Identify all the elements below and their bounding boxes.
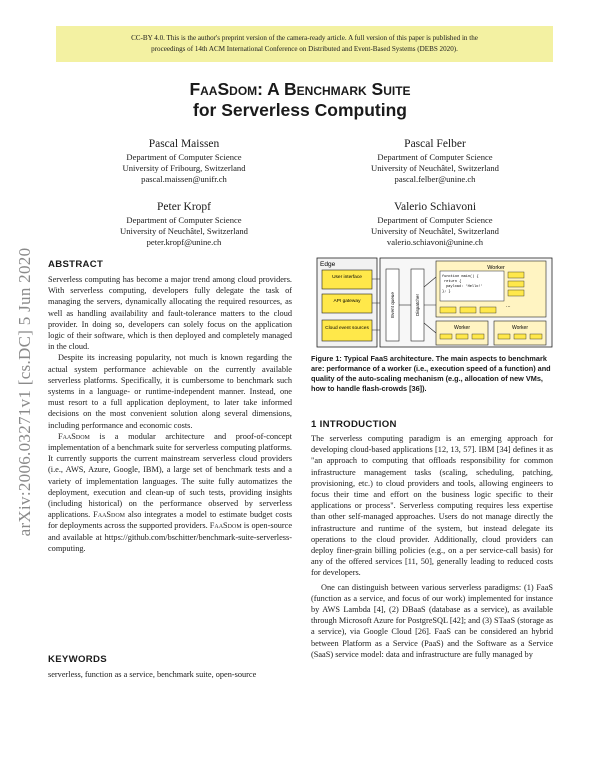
author-univ: University of Neuchâtel, Switzerland	[371, 226, 499, 237]
author-block-4	[315, 200, 555, 249]
author-dept: Department of Computer Science	[126, 215, 242, 225]
code-chip	[508, 272, 524, 278]
code-chip	[480, 307, 496, 313]
user-interface-label: User interface	[332, 275, 362, 280]
system-name: FaaSdom	[58, 431, 90, 441]
code-chip	[498, 334, 510, 339]
system-name: FaaSdom	[209, 521, 242, 531]
figure-caption: Figure 1: Typical FaaS architecture. The main aspects to benchmark are: performance of a worker (i.e., execution speed of a function) and quality of the auto-scaling mechanism (e.g., allocation of new VMs, how to handle flash-crowds [36]).	[311, 354, 551, 393]
abstract-paragraph-3: FaaSdom is a modular architecture and proof-of-concept implementation of a benchmark suite for serverless computing platforms. It currently supports the current mainstream serverless cloud providers (i.e., AWS, Azure, Google, IBM), a large set of benchmark tests and a variety of implementation languages. The suite fully automatizes the deployment, execution and clean-up of such tests, providing insights (including historical) on the performance observed by serverless applications. FaaSdom also integrates a model to estimate budget costs for deployments across the supported providers. FaaSdom is open-source and available at https://github.com/bschitter/benchmark-suite-serverless-computing.	[48, 431, 292, 553]
paper-title	[40, 79, 560, 121]
license-banner-line2: proceedings of 14th ACM International Conference on Distributed and Event-Based Systems (DEBS 2020).	[151, 45, 458, 53]
author-dept: Department of Computer Science	[377, 152, 493, 162]
arxiv-stamp: arXiv:2006.03271v1 [cs.DC] 5 Jun 2020	[15, 247, 34, 537]
worker-label: Worker	[511, 325, 529, 331]
author-univ: University of Neuchâtel, Switzerland	[371, 163, 499, 174]
event-queue-label: Event queue	[390, 292, 395, 318]
introduction-heading: 1 INTRODUCTION	[311, 419, 397, 430]
code-line: }; }	[442, 290, 451, 294]
system-name: FaaSdom	[93, 510, 126, 520]
ellipsis: ...	[506, 303, 511, 309]
code-line: function main() {	[442, 275, 479, 279]
author-block-2	[315, 137, 555, 186]
code-chip	[472, 334, 484, 339]
author-dept: Department of Computer Science	[126, 152, 242, 162]
author-name: Valerio Schiavoni	[393, 201, 477, 213]
dispatcher-label: Dispatcher	[415, 294, 420, 316]
code-chip	[530, 334, 542, 339]
code-chip	[508, 290, 524, 296]
author-dept: Department of Computer Science	[377, 215, 493, 225]
intro-paragraph-2: One can distinguish between various serverless paradigms: (1) FaaS (function as a service, and focus of our work) implemented for instance by AWS Lambda [4], (2) DBaaS (database as a service), as available through Microsoft Azure for PostgreSQL [42]; and (3) STaaS (storage as a service), via Google Cloud [26]. FaaS can be considered an hybrid between Platform as a Service (PaaS) and the Software as a Service (SaaS) service model: data and infrastructure are fully managed by	[311, 582, 553, 659]
code-chip	[440, 334, 452, 339]
keywords-heading: KEYWORDS	[48, 654, 107, 665]
paper-title-line1: FaaSdom: A Benchmark Suite	[189, 79, 411, 99]
keywords-text: serverless, function as a service, benchmark suite, open-source	[48, 670, 257, 679]
abstract-paragraph-2: Despite its increasing popularity, not much is known regarding the actual system performance achievable on the currently available serverless platforms. Specifically, it is cumbersome to benchmark such systems in a language- or runtime-independent manner. Instead, one must resort to a full application deployment, to later take informed decisions on the most convenient solution along several dimensions, including performance and economic costs.	[48, 353, 292, 430]
author-univ: University of Fribourg, Switzerland	[122, 163, 246, 174]
abstract-body	[48, 274, 292, 554]
code-line: payload: 'Hello!'	[446, 285, 483, 289]
code-chip	[508, 281, 524, 287]
code-chip	[456, 334, 468, 339]
cloud-event-sources-label: Cloud event sources	[325, 326, 369, 331]
code-chip	[440, 307, 456, 313]
architecture-figure	[316, 257, 553, 349]
worker-label: Worker	[453, 325, 471, 331]
abstract-heading: ABSTRACT	[48, 259, 104, 270]
intro-paragraph-1: The serverless computing paradigm is an emerging approach for developing cloud-based applications [12, 13, 57]. IBM [34] defines it as "an approach to computing that offloads responsibility for common infrastructure management tasks (scaling, scheduling, patching, provisioning, etc.) to cloud providers and tools, allowing engineers to focus their time and effort on the business logic specific to their applications or process". Serverless computing requires less expertise than other self-managed approaches. Users do not manage directly the infrastructure and runtime of the system, but instead delegate its operations to the cloud provider. Additionally, cloud providers can deploy finer-grain billing policies (e.g., on a per service-call basis) for any of the offered services [11, 50], generally leading to reduced costs for developers.	[311, 434, 553, 578]
author-email: valerio.schiavoni@unine.ch	[386, 237, 484, 248]
code-chip	[514, 334, 526, 339]
author-name: Peter Kropf	[157, 201, 211, 213]
edge-label: Edge	[320, 261, 336, 268]
author-email: peter.kropf@unine.ch	[146, 237, 222, 248]
introduction-body	[311, 433, 553, 660]
author-univ: University of Neuchâtel, Switzerland	[120, 226, 248, 237]
license-banner	[56, 26, 553, 62]
license-banner-line1: CC-BY 4.0. This is the author's preprint version of the camera-ready article. A full version of this paper is published in the	[131, 34, 478, 42]
api-gateway-label: API gateway	[333, 299, 361, 304]
abstract-paragraph-1: Serverless computing has become a major trend among cloud providers. With serverless computing, developers fully delegate the task of managing the servers, dynamically allocating the required resources, as well as handling availability and fault-tolerance matters to the cloud provider. In doing so, developers can solely focus on the application logic of their software, which is then deployed and completely managed in the cloud.	[48, 275, 292, 352]
paper-title-line2: for Serverless Computing	[193, 100, 407, 120]
author-block-1	[64, 137, 304, 186]
author-block-3	[64, 200, 304, 249]
author-name: Pascal Maissen	[148, 138, 220, 150]
code-chip	[460, 307, 476, 313]
author-email: pascal.maissen@unifr.ch	[141, 174, 227, 185]
author-name: Pascal Felber	[404, 138, 466, 150]
author-email: pascal.felber@unine.ch	[394, 174, 476, 185]
worker-label: Worker	[487, 265, 505, 271]
code-line: return {	[444, 280, 462, 284]
